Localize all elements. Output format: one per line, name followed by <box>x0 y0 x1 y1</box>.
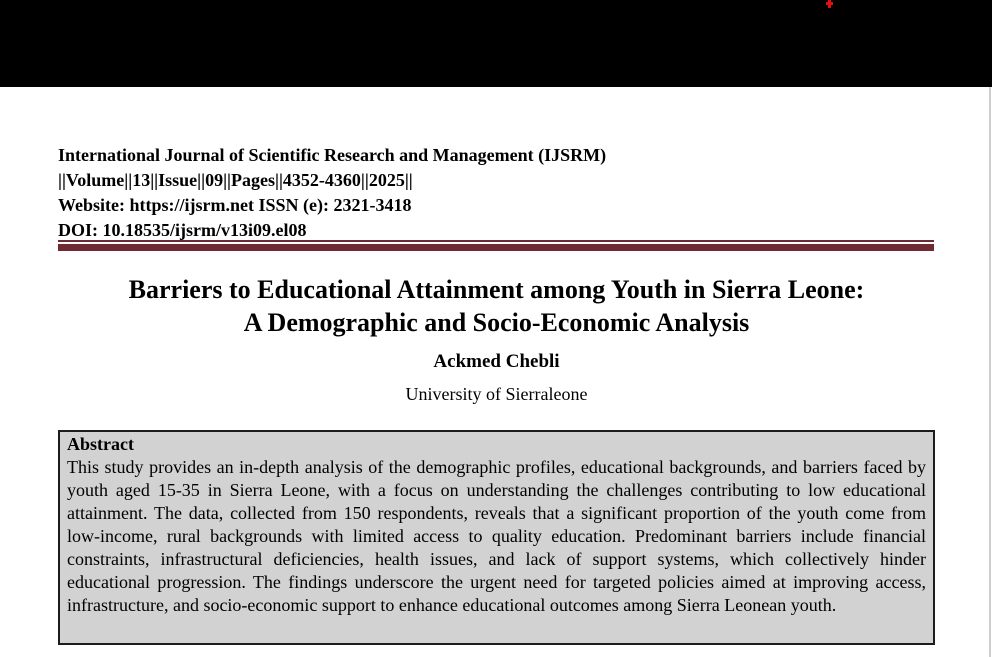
page-right-edge-line <box>989 87 991 657</box>
journal-header-line-volume: ||Volume||13||Issue||09||Pages||4352-4360||2025|| <box>58 170 413 190</box>
journal-header <box>58 143 935 243</box>
top-banner <box>0 0 992 87</box>
article-title-line-1: Barriers to Educational Attainment among Youth in Sierra Leone: <box>128 275 865 304</box>
author-affiliation: University of Sierraleone <box>405 384 588 404</box>
abstract-heading: Abstract <box>67 434 134 454</box>
article-title-line-2: A Demographic and Socio-Economic Analysis <box>243 308 750 337</box>
journal-header-line-title: International Journal of Scientific Research and Management (IJSRM) <box>58 145 607 165</box>
abstract-box <box>58 430 935 645</box>
header-divider <box>58 240 934 251</box>
divider-thick-rule <box>58 244 934 251</box>
abstract-body: This study provides an in-depth analysis of the demographic profiles, educational backgrounds, and barriers faced by youth aged 15-35 in Sierra Leone, with a focus on understanding the challenges contributing to low educational attainment. The data, collected from 150 respondents, reveals that a significant proportion of the youth come from low-income, rural backgrounds with limited access to quality education. Predominant barriers include financial constraints, infrastructural deficiencies, health issues, and lack of support systems, which collectively hinder educational progression. The findings underscore the urgent need for targeted policies aimed at improving access, infrastructure, and socio-economic support to enhance educational outcomes among Sierra Leonean youth. <box>67 457 926 615</box>
red-marker-icon <box>826 0 833 8</box>
journal-header-line-website-issn: Website: https://ijsrm.net ISSN (e): 2321-3418 <box>58 195 412 215</box>
article-title <box>58 273 935 339</box>
journal-header-line-doi: DOI: 10.18535/ijsrm/v13i09.el08 <box>58 220 307 240</box>
author-name: Ackmed Chebli <box>433 351 560 372</box>
